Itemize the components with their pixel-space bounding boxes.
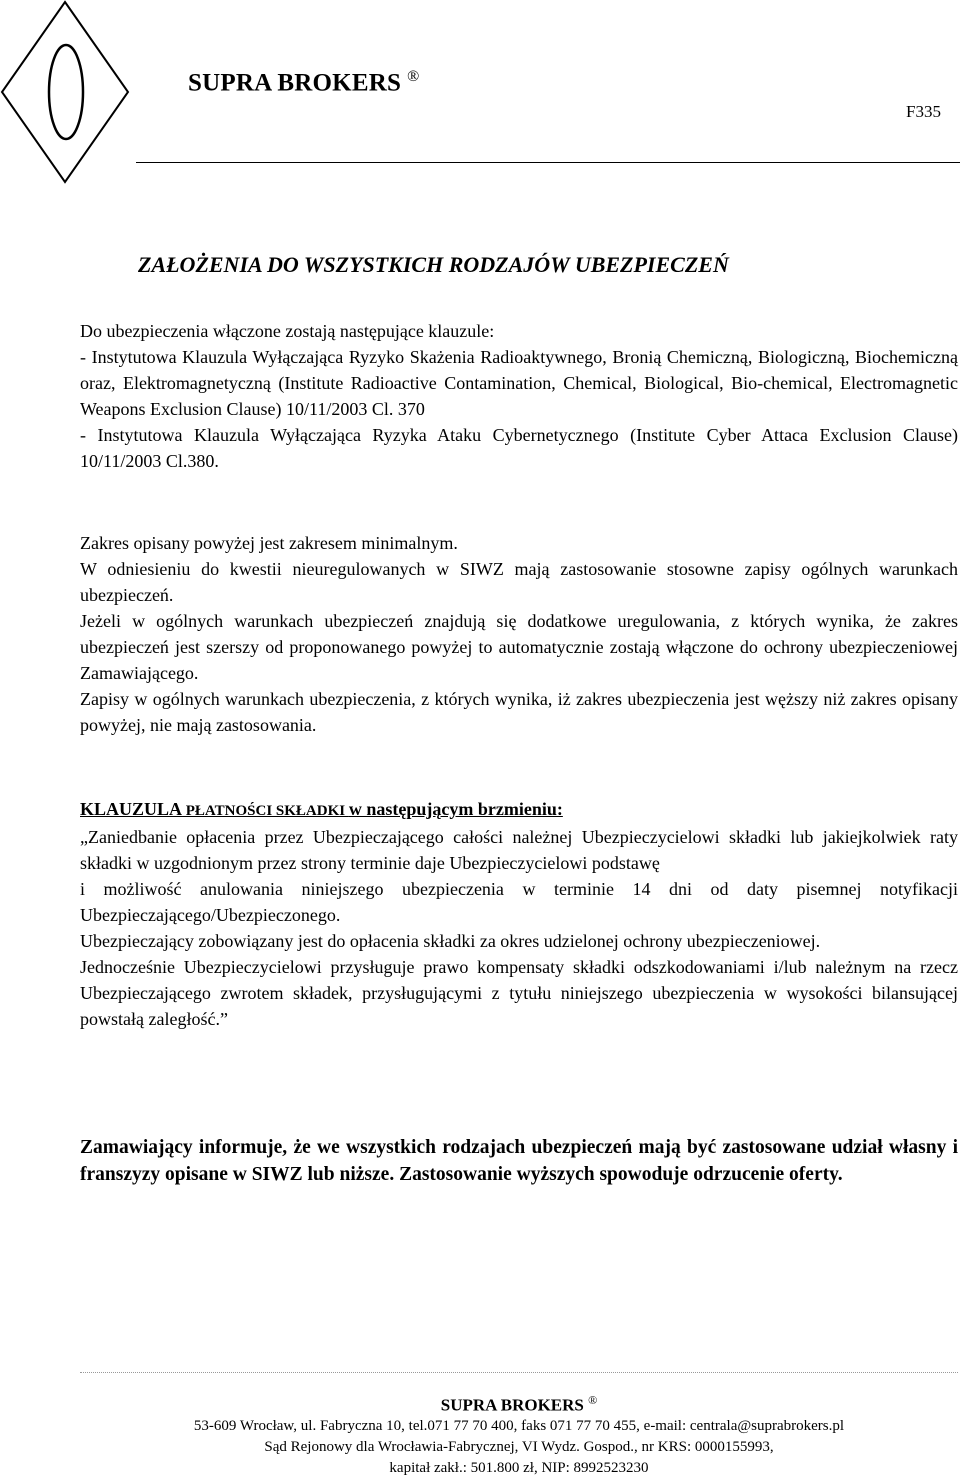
clauses-section (80, 318, 958, 474)
payment-clause-p4: Jednocześnie Ubezpieczycielowi przysługuje prawo kompensaty składki odszkodowaniami i/lub należnym na rzecz Ubezpieczającego zwrotem składek, przysługującymi z tytułu niniejszego ubezpieczenia w wysokości bilansującej powstałą zaległość.” (80, 957, 958, 1029)
footer-registered-mark: ® (588, 1393, 598, 1407)
header-brand (188, 68, 419, 97)
footer-divider (80, 1372, 958, 1373)
heading-part-b: A (169, 799, 183, 819)
footer-capital: kapitał zakł.: 501.800 zł, NIP: 8992523230 (389, 1459, 649, 1476)
document-code: F335 (906, 102, 941, 121)
scope-section (80, 530, 958, 738)
payment-clause-p3: Ubezpieczający zobowiązany jest do opłacenia składki za okres udzielonej ochrony ubezpieczeniowej. (80, 931, 821, 951)
payment-clause-p1: „Zaniedbanie opłacenia przez Ubezpieczającego całości należnej Ubezpieczycielowi składki lub jakiejkolwiek raty składki w uzgodnionym przez strony terminie daje Ubezpieczycielowi podstawę (80, 827, 958, 873)
header-divider (136, 162, 960, 163)
scope-narrower: Zapisy w ogólnych warunkach ubezpieczenia, z których wynika, iż zakres ubezpieczenia jest węższy niż zakres opisany powyżej, nie mają zastosowania. (80, 689, 958, 735)
supra-brokers-logo-icon (0, 0, 130, 190)
footer (80, 1390, 958, 1479)
scope-minimal: Zakres opisany powyżej jest zakresem minimalnym. (80, 533, 458, 553)
clauses-intro: Do ubezpieczenia włączone zostają następujące klauzule: (80, 321, 495, 341)
clause-radioactive: - Instytutowa Klauzula Wyłączająca Ryzyko Skażenia Radioaktywnego, Bronią Chemiczną, Biologiczną, Biochemiczną oraz, Elektromagnetyczną (Institute Radioactive Contamination, Chemical, Biological, Bio-chemical, Electromagnetic Weapons Exclusion Clause) 10/11/2003 Cl. 370 (80, 347, 958, 419)
deductibles-notice (80, 1134, 958, 1188)
heading-part-a: KLAUZUL (80, 799, 170, 819)
heading-part-c: PŁATNOŚCI SKŁADKI (182, 803, 349, 819)
scope-siwz: W odniesieniu do kwestii nieuregulowanych w SIWZ mają zastosowanie stosowne zapisy ogólnych warunkach ubezpieczeń. (80, 559, 958, 605)
scope-broader: Jeżeli w ogólnych warunkach ubezpieczeń znajdują się dodatkowe uregulowania, z których wynika, że zakres ubezpieczeń jest szerszy od proponowanego powyżej to automatycznie zostają włączone do ochrony ubezpieczeniowej Zamawiającego. (80, 611, 958, 683)
footer-brand-name: SUPRA BROKERS (440, 1395, 584, 1415)
registered-mark: ® (407, 68, 420, 85)
heading-part-d: w następującym brzmieniu: (348, 799, 563, 819)
footer-brand (80, 1390, 958, 1416)
deductibles-text: Zamawiający informuje, że we wszystkich rodzajach ubezpieczeń mają być zastosowane udział własny i franszyzy opisane w SIWZ lub niższe. Zastosowanie wyższych spowoduje odrzucenie oferty. (80, 1137, 958, 1185)
page-title: ZAŁOŻENIA DO WSZYSTKICH RODZAJÓW UBEZPIECZEŃ (138, 252, 729, 277)
footer-address: 53-609 Wrocław, ul. Fabryczna 10, tel.071 77 70 400, faks 071 77 70 455, e-mail: centrala@suprabrokers.pl (193, 1417, 845, 1434)
payment-clause-p2: i możliwość anulowania niniejszego ubezpieczenia w terminie 14 dni od daty pisemnej notyfikacji Ubezpieczającego/Ubezpieczonego. (80, 879, 958, 925)
footer-court: Sąd Rejonowy dla Wrocławia-Fabrycznej, VI Wydz. Gospod., nr KRS: 0000155993, (264, 1438, 774, 1455)
clause-cyber: - Instytutowa Klauzula Wyłączająca Ryzyka Ataku Cybernetycznego (Institute Cyber Attaca Exclusion Clause) 10/11/2003 Cl.380. (80, 425, 958, 471)
payment-clause-section (80, 796, 958, 1032)
header-brand-name: SUPRA BROKERS (188, 69, 402, 97)
payment-clause-heading (80, 796, 958, 824)
